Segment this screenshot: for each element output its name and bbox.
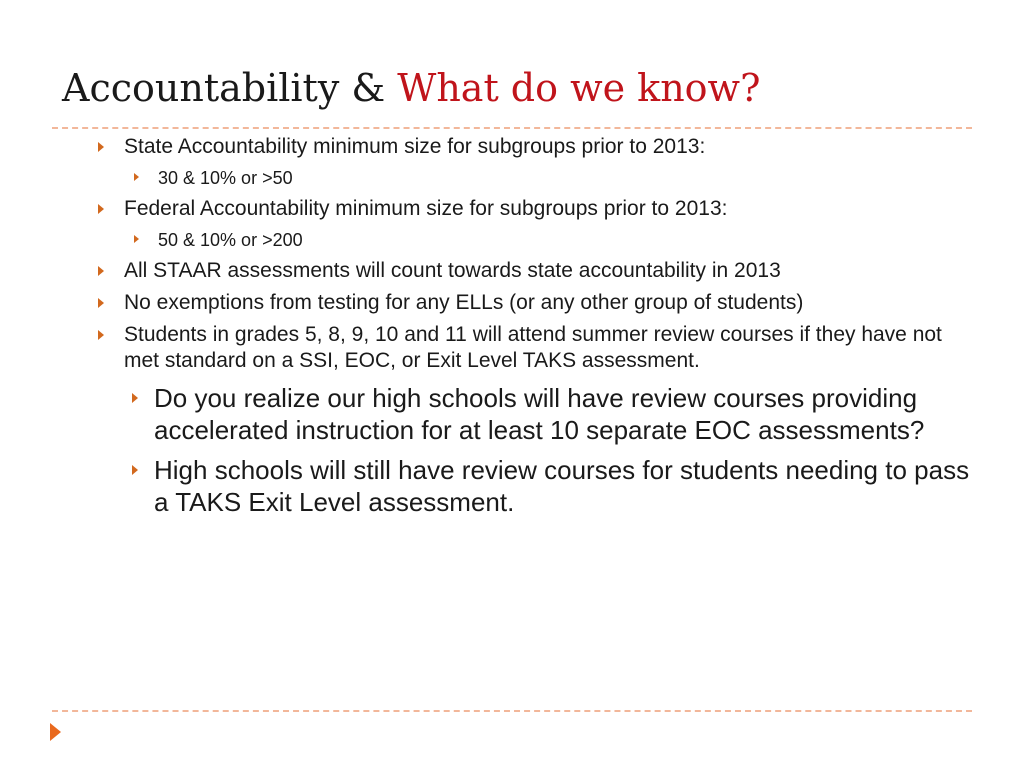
bullet-text: No exemptions from testing for any ELLs (or any other group of students) [124, 291, 804, 314]
bullet-text: State Accountability minimum size for subgroups prior to 2013: [124, 135, 706, 158]
bullet-item [92, 134, 972, 160]
sub-bullet-item [92, 382, 972, 446]
bullet-arrow-icon [132, 465, 138, 475]
bullet-arrow-icon [134, 173, 139, 181]
bullet-item [92, 258, 972, 284]
bullet-text: Students in grades 5, 8, 9, 10 and 11 will attend summer review courses if they have not met standard on a SSI, EOC, or Exit Level TAKS assessment. [124, 323, 942, 372]
sub-bullet-text: 50 & 10% or >200 [158, 230, 303, 250]
title-main: Accountability & [62, 66, 398, 110]
bullet-arrow-icon [98, 330, 104, 340]
bullet-item [92, 196, 972, 222]
bullet-item [92, 290, 972, 316]
bullet-arrow-icon [98, 204, 104, 214]
title-accent: What do we know? [397, 66, 761, 110]
bullet-arrow-icon [132, 393, 138, 403]
bullet-item [92, 322, 972, 374]
bullet-arrow-icon [98, 298, 104, 308]
bullet-arrow-icon [98, 266, 104, 276]
sub-bullet-item [92, 454, 972, 518]
sub-bullet-item [92, 228, 972, 252]
sub-bullet-text: Do you realize our high schools will have review courses providing accelerated instruction for at least 10 separate EOC assessments? [154, 383, 925, 445]
sub-bullet-item [92, 166, 972, 190]
bullet-list [92, 132, 972, 518]
bullet-arrow-icon [98, 142, 104, 152]
bullet-text: Federal Accountability minimum size for subgroups prior to 2013: [124, 197, 728, 220]
sub-bullet-text: 30 & 10% or >50 [158, 168, 293, 188]
title-divider [52, 127, 972, 129]
bullet-arrow-icon [134, 235, 139, 243]
footer-arrow-icon [50, 723, 61, 741]
sub-bullet-text: High schools will still have review courses for students needing to pass a TAKS Exit Level assessment. [154, 455, 970, 517]
bullet-text: All STAAR assessments will count towards state accountability in 2013 [124, 259, 781, 282]
footer-divider [52, 710, 972, 712]
slide-title [62, 68, 760, 110]
